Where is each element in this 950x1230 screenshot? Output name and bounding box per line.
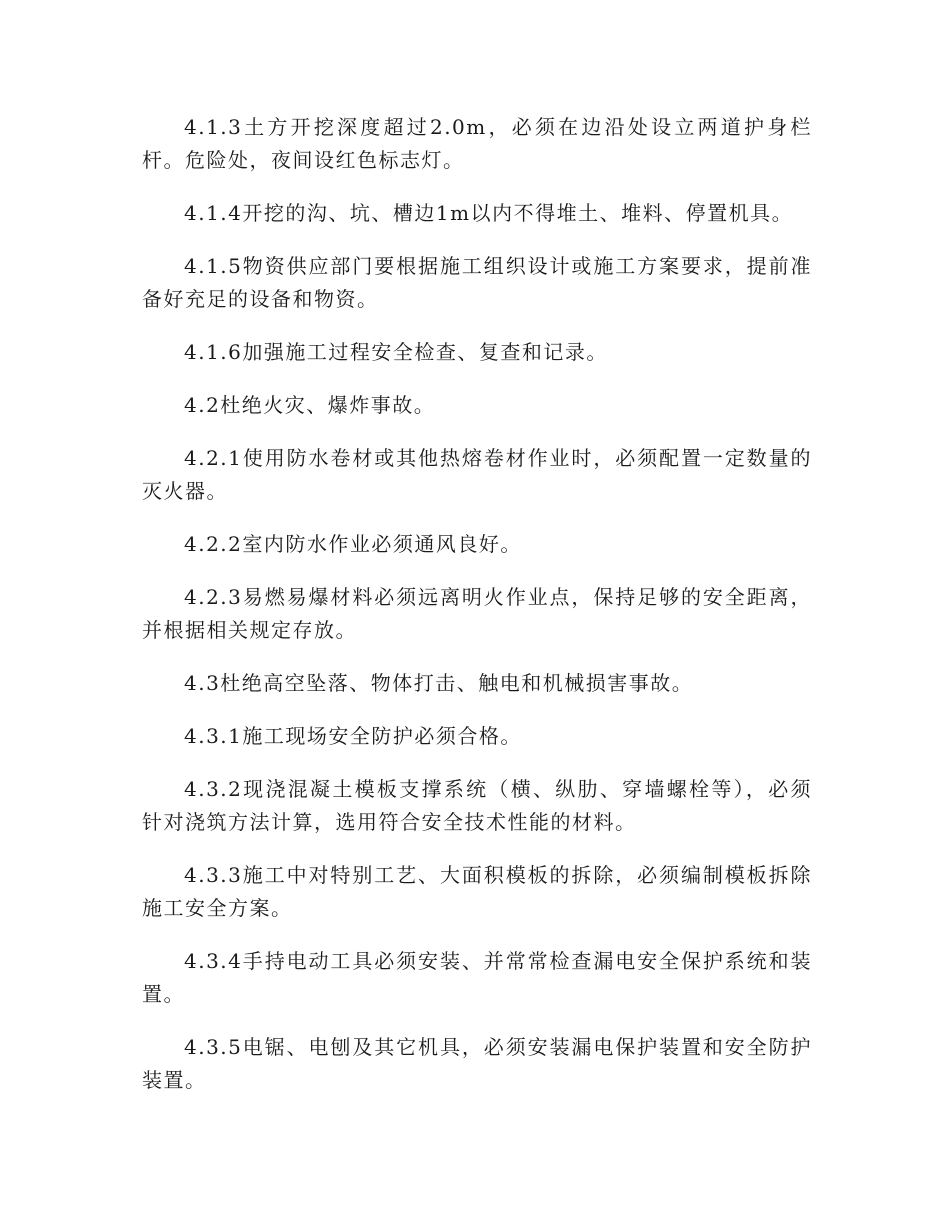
document-body <box>142 111 812 1117</box>
paragraph-4-2-2: 4.2.2室内防水作业必须通风良好。 <box>184 532 522 556</box>
paragraph-4-2-3: 4.2.3易燃易爆材料必须远离明火作业点，保持足够的安全距离，并根据相关规定存放。 <box>142 585 812 642</box>
paragraph-4-2-1: 4.2.1使用防水卷材或其他热熔卷材作业时，必须配置一定数量的灭火器。 <box>142 446 812 503</box>
section-heading-4-2: 4.2杜绝火灾、爆炸事故。 <box>184 393 436 417</box>
paragraph-4-3-5: 4.3.5电锯、电刨及其它机具，必须安装漏电保护装置和安全防护装置。 <box>142 1035 812 1092</box>
section-heading-4-3: 4.3杜绝高空坠落、物体打击、触电和机械损害事故。 <box>184 671 694 695</box>
paragraph-4-1-5: 4.1.5物资供应部门要根据施工组织设计或施工方案要求，提前准备好充足的设备和物资。 <box>142 254 812 311</box>
paragraph-4-3-3: 4.3.3施工中对特别工艺、大面积模板的拆除，必须编制模板拆除施工安全方案。 <box>142 863 812 920</box>
paragraph-4-3-1: 4.3.1施工现场安全防护必须合格。 <box>184 724 522 748</box>
paragraph-4-1-3: 4.1.3土方开挖深度超过2.0m，必须在边沿处设立两道护身栏杆。危险处，夜间设红色标志灯。 <box>142 115 812 172</box>
paragraph-4-1-4: 4.1.4开挖的沟、坑、槽边1m以内不得堆土、堆料、停置机具。 <box>184 201 794 225</box>
paragraph-4-1-6: 4.1.6加强施工过程安全检查、复查和记录。 <box>184 340 608 364</box>
paragraph-4-3-4: 4.3.4手持电动工具必须安装、并常常检查漏电安全保护系统和装置。 <box>142 949 812 1006</box>
paragraph-4-3-2: 4.3.2现浇混凝土模板支撑系统（横、纵肋、穿墙螺栓等），必须针对浇筑方法计算，选用符合安全技术性能的材料。 <box>142 777 812 834</box>
